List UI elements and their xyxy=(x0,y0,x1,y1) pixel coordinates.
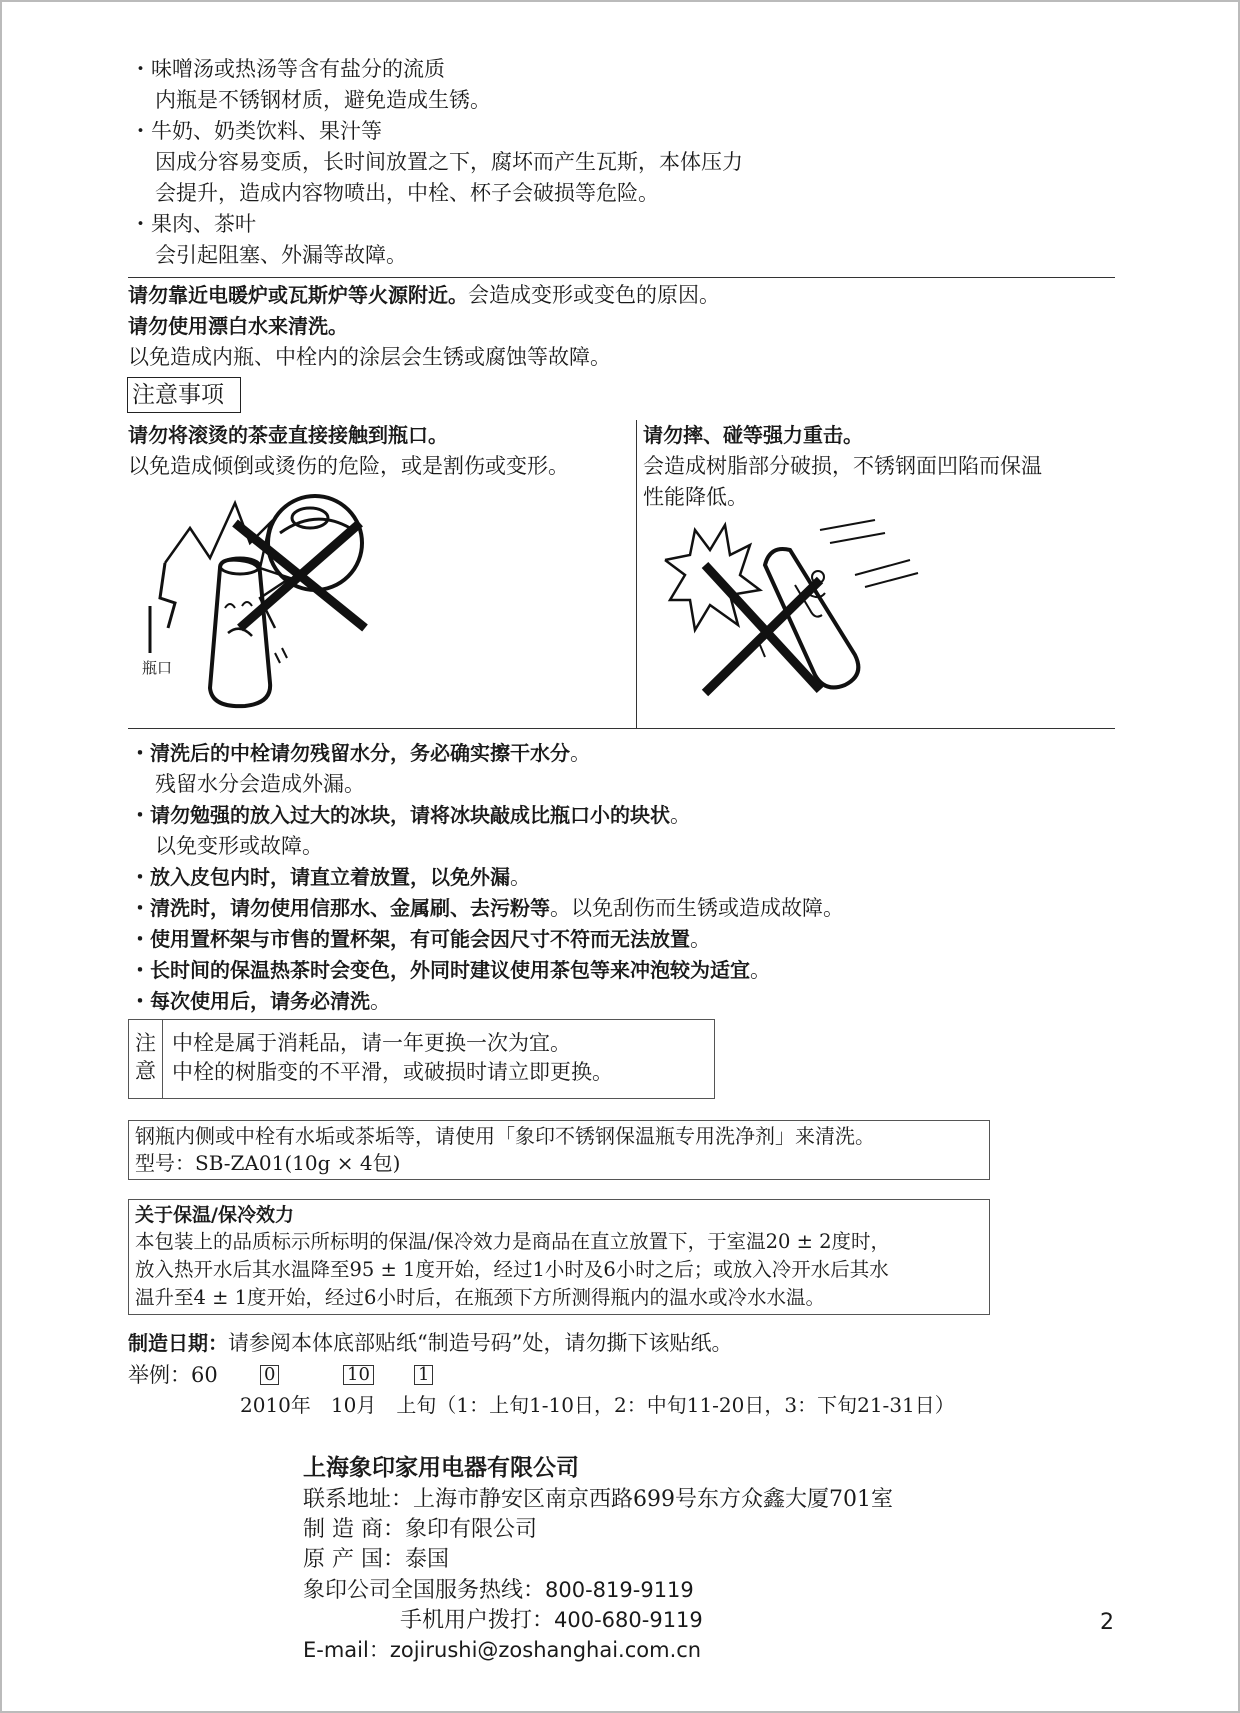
divider xyxy=(128,277,1115,278)
impact-illustration xyxy=(660,515,930,715)
bullet-sub: 残留水分会造成外漏。 xyxy=(155,772,365,796)
bullet-rest: 。以免刮伤而生锈或造成故障。 xyxy=(550,896,844,920)
list-item-text: 会提升，造成内容物喷出，中栓、杯子会破损等危险。 xyxy=(155,181,659,205)
manufacture-date-text: 请参阅本体底部贴纸“制造号码”处，请勿撕下该贴纸。 xyxy=(228,1331,733,1355)
detergent-box xyxy=(128,1120,990,1180)
warning-bleach: 请勿使用漂白水来清洗。 xyxy=(128,314,348,338)
list-item-text: 因成分容易变质，长时间放置之下，腐坏而产生瓦斯，本体压力 xyxy=(155,150,743,174)
bullet-bold: ・使用置杯架与市售的置杯架，有可能会因尺寸不符而无法放置 xyxy=(130,927,690,951)
column-divider xyxy=(636,420,637,728)
warning-fire-bold: 请勿靠近电暖炉或瓦斯炉等火源附近。 xyxy=(128,283,468,307)
company-maker xyxy=(303,1515,537,1545)
example-explanation: 2010年 10月 上旬（1：上旬1-10日，2：中旬11-20日，3：下旬21-31日） xyxy=(240,1393,955,1417)
bullet-item xyxy=(130,986,391,1016)
right-col-title: 请勿摔、碰等强力重击。 xyxy=(643,423,863,447)
note-box-divider xyxy=(162,1020,163,1098)
left-col-title: 请勿将滚烫的茶壶直接接触到瓶口。 xyxy=(128,423,448,447)
example-code-year xyxy=(260,1365,279,1385)
example-label: 举例：60 xyxy=(128,1363,218,1387)
bullet-rest: 。 xyxy=(690,927,711,951)
bullet-rest: 。 xyxy=(510,865,531,889)
maker-label: 制 造 商： xyxy=(303,1517,405,1542)
insulation-box xyxy=(128,1199,990,1315)
bullet-rest: 。 xyxy=(570,741,591,765)
manufacture-date xyxy=(128,1328,732,1358)
list-item-title: ・味噌汤或热汤等含有盐分的流质 xyxy=(130,57,445,81)
bottle-mouth-label: 瓶口 xyxy=(142,659,173,677)
company-email xyxy=(303,1635,701,1665)
bullet-item xyxy=(130,893,844,923)
warning-fire-rest: 会造成变形或变色的原因。 xyxy=(468,283,720,307)
list-item-text: 内瓶是不锈钢材质，避免造成生锈。 xyxy=(155,88,491,112)
bullet-rest: 。 xyxy=(370,989,391,1013)
bullet-item xyxy=(130,800,691,830)
right-col-body: 会造成树脂部分破损，不锈钢面凹陷而保温 xyxy=(643,454,1042,478)
detergent-model: 型号：SB-ZA01(10g × 4包) xyxy=(135,1151,401,1175)
bullet-rest: 。 xyxy=(750,958,771,982)
list-item-title: ・果肉、茶叶 xyxy=(130,212,256,236)
example-code-period xyxy=(414,1365,433,1385)
company-mobile xyxy=(400,1605,703,1636)
address-value: 上海市静安区南京西路699号东方众鑫大厦701室 xyxy=(413,1487,893,1512)
divider xyxy=(128,728,1115,729)
bullet-item xyxy=(130,862,531,892)
notice-heading: 注意事项 xyxy=(132,382,224,408)
example-code-month xyxy=(343,1365,374,1385)
bullet-bold: ・长时间的保温热茶时会变色，外同时建议使用茶包等来冲泡较为适宜 xyxy=(130,958,750,982)
code-box: 0 xyxy=(260,1365,279,1385)
company-hotline xyxy=(303,1575,694,1606)
note-label-bottom: 意 xyxy=(135,1059,156,1083)
email-label: E-mail： xyxy=(303,1638,390,1662)
right-col-body: 性能降低。 xyxy=(643,485,748,509)
address-label: 联系地址： xyxy=(303,1487,414,1512)
origin-value: 泰国 xyxy=(405,1547,450,1572)
left-col-body: 以免造成倾倒或烫伤的危险，或是割伤或变形。 xyxy=(128,454,569,478)
mobile-number: 400-680-9119 xyxy=(554,1608,703,1632)
company-address xyxy=(303,1485,893,1515)
bullet-bold: ・请勿勉强的放入过大的冰块，请将冰块敲成比瓶口小的块状 xyxy=(130,803,670,827)
bullet-bold: ・每次使用后，请务必清洗 xyxy=(130,989,370,1013)
note-box xyxy=(128,1019,715,1099)
mobile-label: 手机用户拨打： xyxy=(400,1608,555,1633)
bullet-bold: ・清洗后的中栓请勿残留水分，务必确实擦干水分 xyxy=(130,741,570,765)
hotline-number: 800-819-9119 xyxy=(545,1578,694,1602)
list-item-text: 会引起阻塞、外漏等故障。 xyxy=(155,243,407,267)
notice-heading-box xyxy=(127,377,241,413)
email-value: zojirushi@zoshanghai.com.cn xyxy=(389,1638,702,1662)
manufacture-date-label: 制造日期： xyxy=(128,1331,228,1355)
detergent-line: 钢瓶内侧或中栓有水垢或茶垢等，请使用「象印不锈钢保温瓶专用洗净剂」来清洗。 xyxy=(135,1124,875,1148)
bullet-bold: ・放入皮包内时，请直立着放置，以免外漏 xyxy=(130,865,510,889)
bullet-sub: 以免变形或故障。 xyxy=(155,834,323,858)
company-origin xyxy=(303,1545,449,1575)
kettle-bottle-illustration xyxy=(130,488,420,720)
insulation-line: 放入热开水后其水温降至95 ± 1度开始，经过1小时及6小时之后；或放入冷开水后其水 xyxy=(135,1258,889,1281)
list-item-title: ・牛奶、奶类饮料、果汁等 xyxy=(130,119,382,143)
bullet-bold: ・清洗时，请勿使用信那水、金属刷、去污粉等 xyxy=(130,896,550,920)
bullet-rest: 。 xyxy=(670,803,691,827)
insulation-title: 关于保温/保冷效力 xyxy=(135,1204,294,1226)
bullet-item xyxy=(130,924,711,954)
insulation-line: 本包装上的品质标示所标明的保温/保冷效力是商品在直立放置下，于室温20 ± 2度时， xyxy=(135,1230,891,1253)
code-box: 10 xyxy=(343,1365,374,1385)
hotline-label: 象印公司全国服务热线： xyxy=(303,1578,546,1603)
note-line: 中栓的树脂变的不平滑，或破损时请立即更换。 xyxy=(172,1060,613,1084)
warning-corrosion: 以免造成内瓶、中栓内的涂层会生锈或腐蚀等故障。 xyxy=(128,345,611,369)
note-line: 中栓是属于消耗品，请一年更换一次为宜。 xyxy=(172,1031,571,1055)
warning-fire xyxy=(128,280,720,310)
company-name: 上海象印家用电器有限公司 xyxy=(303,1455,579,1481)
note-label-top: 注 xyxy=(135,1031,156,1055)
code-box: 1 xyxy=(414,1365,433,1385)
bullet-item xyxy=(130,955,771,985)
insulation-line: 温升至4 ± 1度开始，经过6小时后，在瓶颈下方所测得瓶内的温水或冷水水温。 xyxy=(135,1286,825,1309)
bullet-item xyxy=(130,738,591,768)
page-number: 2 xyxy=(1100,1610,1114,1635)
origin-label: 原 产 国： xyxy=(303,1547,405,1572)
maker-value: 象印有限公司 xyxy=(405,1517,538,1542)
